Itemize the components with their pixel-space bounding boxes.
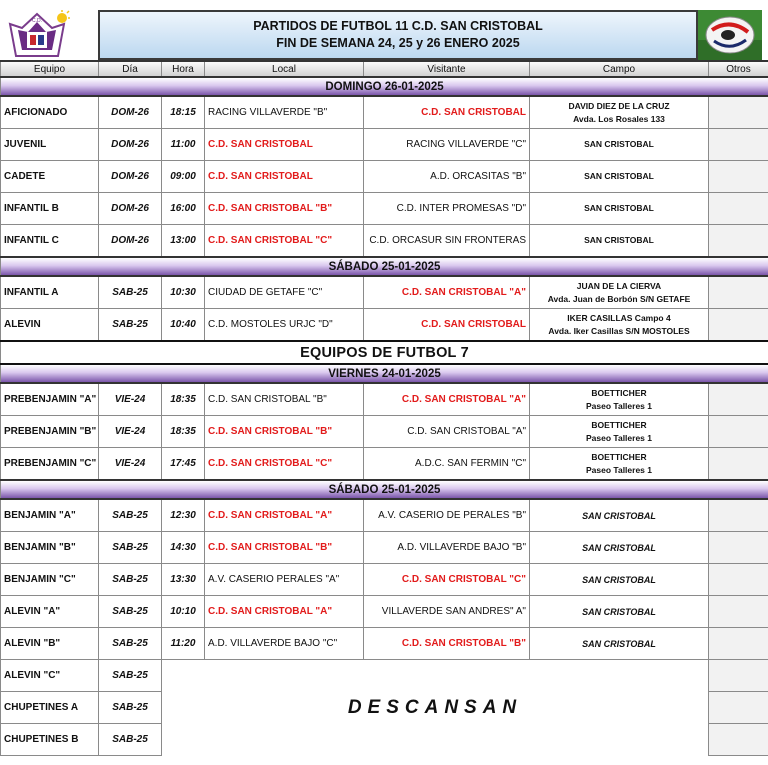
cell-otros: [709, 564, 768, 596]
cell-campo: SAN CRISTOBAL: [530, 161, 709, 193]
table-row: [1, 564, 768, 596]
cell-hora: 12:30: [162, 499, 205, 532]
cell-campo: [530, 309, 709, 342]
table-row: [1, 383, 768, 416]
cell-dia: SAB-25: [99, 499, 162, 532]
cell-equipo: ALEVIN: [1, 309, 99, 342]
title-line-2: FIN DE SEMANA 24, 25 y 26 ENERO 2025: [276, 36, 520, 50]
schedule-table: [0, 60, 768, 756]
cell-dia: SAB-25: [99, 596, 162, 628]
table-row: [1, 416, 768, 448]
col-header-hora: Hora: [162, 61, 205, 77]
title-line-1: PARTIDOS DE FUTBOL 11 C.D. SAN CRISTOBAL: [253, 19, 543, 33]
cell-otros: [709, 692, 768, 724]
cell-local: C.D. SAN CRISTOBAL: [205, 129, 364, 161]
cell-equipo: CHUPETINES B: [1, 724, 99, 756]
cell-visitante: C.D. SAN CRISTOBAL: [364, 96, 530, 129]
cell-hora: 14:30: [162, 532, 205, 564]
cell-hora: 18:35: [162, 416, 205, 448]
cell-otros: [709, 724, 768, 756]
cell-equipo: JUVENIL: [1, 129, 99, 161]
cell-dia: SAB-25: [99, 660, 162, 692]
cell-local: C.D. SAN CRISTOBAL "B": [205, 193, 364, 225]
cell-visitante: A.D.C. SAN FERMIN "C": [364, 448, 530, 481]
cell-campo: SAN CRISTOBAL: [530, 129, 709, 161]
table-row: [1, 499, 768, 532]
cell-equipo: ALEVIN "C": [1, 660, 99, 692]
cell-otros: [709, 225, 768, 258]
cell-visitante: A.D. VILLAVERDE BAJO "B": [364, 532, 530, 564]
campo-address: Paseo Talleres 1: [586, 400, 652, 411]
campo-address: Paseo Talleres 1: [586, 464, 652, 475]
cell-local: C.D. SAN CRISTOBAL "B": [205, 532, 364, 564]
section-title-futbol-7: EQUIPOS DE FUTBOL 7: [1, 341, 768, 364]
cell-dia: DOM-26: [99, 96, 162, 129]
col-header-otros: Otros: [709, 61, 768, 77]
campo-name: DAVID DIEZ DE LA CRUZ: [568, 100, 670, 111]
cell-equipo: INFANTIL C: [1, 225, 99, 258]
cell-dia: SAB-25: [99, 628, 162, 660]
table-row: [1, 161, 768, 193]
campo-name: BOETTICHER: [591, 419, 647, 430]
cell-hora: 18:15: [162, 96, 205, 129]
cell-visitante: C.D. INTER PROMESAS "D": [364, 193, 530, 225]
column-header-row: [1, 61, 768, 77]
campo-address: Avda. Los Rosales 133: [573, 113, 665, 124]
date-band: SÁBADO 25-01-2025: [1, 257, 768, 276]
campo-address: Avda. Iker Casillas S/N MOSTOLES: [548, 325, 690, 336]
cell-campo: SAN CRISTOBAL: [530, 193, 709, 225]
cell-otros: [709, 276, 768, 309]
cell-visitante: C.D. SAN CRISTOBAL "A": [364, 383, 530, 416]
col-header-equipo: Equipo: [1, 61, 99, 77]
table-row: [1, 532, 768, 564]
table-row: [1, 660, 768, 692]
cell-campo: SAN CRISTOBAL: [530, 225, 709, 258]
cell-local: C.D. SAN CRISTOBAL "A": [205, 596, 364, 628]
cell-equipo: ALEVIN "A": [1, 596, 99, 628]
cell-equipo: BENJAMIN "B": [1, 532, 99, 564]
cell-campo: SAN CRISTOBAL: [530, 596, 709, 628]
cell-campo: SAN CRISTOBAL: [530, 499, 709, 532]
col-header-campo: Campo: [530, 61, 709, 77]
cell-local: CIUDAD DE GETAFE "C": [205, 276, 364, 309]
date-band: SÁBADO 25-01-2025: [1, 480, 768, 499]
cell-hora: 10:40: [162, 309, 205, 342]
campo-name: BOETTICHER: [591, 451, 647, 462]
cell-otros: [709, 596, 768, 628]
cell-otros: [709, 193, 768, 225]
cell-local: C.D. SAN CRISTOBAL: [205, 161, 364, 193]
cell-equipo: INFANTIL A: [1, 276, 99, 309]
cell-hora: 13:00: [162, 225, 205, 258]
cell-hora: 16:00: [162, 193, 205, 225]
cell-dia: SAB-25: [99, 724, 162, 756]
cell-campo: [530, 416, 709, 448]
cell-equipo: PREBENJAMIN "C": [1, 448, 99, 481]
cell-otros: [709, 532, 768, 564]
cell-local: C.D. MOSTOLES URJC "D": [205, 309, 364, 342]
date-band: DOMINGO 26-01-2025: [1, 77, 768, 96]
cell-otros: [709, 448, 768, 481]
cell-local: C.D. SAN CRISTOBAL "B": [205, 383, 364, 416]
cell-equipo: CADETE: [1, 161, 99, 193]
cell-equipo: PREBENJAMIN "A": [1, 383, 99, 416]
cell-hora: 11:20: [162, 628, 205, 660]
cell-hora: 10:10: [162, 596, 205, 628]
col-header-dia: Día: [99, 61, 162, 77]
table-row: [1, 193, 768, 225]
cell-otros: [709, 660, 768, 692]
cell-campo: [530, 448, 709, 481]
cell-otros: [709, 416, 768, 448]
cell-otros: [709, 383, 768, 416]
cell-local: C.D. SAN CRISTOBAL "C": [205, 225, 364, 258]
cell-visitante: C.D. SAN CRISTOBAL "B": [364, 628, 530, 660]
date-band: VIERNES 24-01-2025: [1, 364, 768, 383]
cell-dia: DOM-26: [99, 193, 162, 225]
cell-local: C.D. SAN CRISTOBAL "A": [205, 499, 364, 532]
cell-visitante: RACING VILLAVERDE "C": [364, 129, 530, 161]
cell-visitante: C.D. SAN CRISTOBAL "A": [364, 276, 530, 309]
cell-otros: [709, 309, 768, 342]
cell-dia: VIE-24: [99, 448, 162, 481]
cell-campo: [530, 383, 709, 416]
descansan-label: DESCANSAN: [347, 696, 523, 718]
cell-local: A.V. CASERIO PERALES "A": [205, 564, 364, 596]
logo-text: C.D.: [32, 18, 42, 24]
cell-visitante: C.D. ORCASUR SIN FRONTERAS: [364, 225, 530, 258]
table-row: [1, 309, 768, 342]
campo-name: BOETTICHER: [591, 387, 647, 398]
table-row: [1, 596, 768, 628]
cell-dia: VIE-24: [99, 416, 162, 448]
cell-hora: 17:45: [162, 448, 205, 481]
table-row: [1, 628, 768, 660]
col-header-local: Local: [205, 61, 364, 77]
cell-otros: [709, 129, 768, 161]
cell-otros: [709, 161, 768, 193]
cell-equipo: ALEVIN "B": [1, 628, 99, 660]
cell-dia: SAB-25: [99, 564, 162, 596]
cell-dia: SAB-25: [99, 532, 162, 564]
cell-hora: 10:30: [162, 276, 205, 309]
soccer-ball-image: [698, 10, 762, 60]
table-row: [1, 129, 768, 161]
cell-visitante: A.V. CASERIO DE PERALES "B": [364, 499, 530, 532]
cell-otros: [709, 96, 768, 129]
table-row: [1, 225, 768, 258]
cell-visitante: VILLAVERDE SAN ANDRES" A": [364, 596, 530, 628]
cell-otros: [709, 628, 768, 660]
cell-equipo: AFICIONADO: [1, 96, 99, 129]
campo-address: Avda. Juan de Borbón S/N GETAFE: [547, 293, 691, 304]
cell-equipo: INFANTIL B: [1, 193, 99, 225]
campo-name: IKER CASILLAS Campo 4: [567, 312, 671, 323]
cell-hora: 11:00: [162, 129, 205, 161]
cell-local: C.D. SAN CRISTOBAL "B": [205, 416, 364, 448]
cell-dia: SAB-25: [99, 276, 162, 309]
cell-visitante: A.D. ORCASITAS "B": [364, 161, 530, 193]
cell-dia: SAB-25: [99, 309, 162, 342]
cell-local: RACING VILLAVERDE "B": [205, 96, 364, 129]
campo-name: JUAN DE LA CIERVA: [576, 280, 662, 291]
cell-local: A.D. VILLAVERDE BAJO "C": [205, 628, 364, 660]
cell-campo: SAN CRISTOBAL: [530, 564, 709, 596]
col-header-visitante: Visitante: [364, 61, 530, 77]
cell-otros: [709, 499, 768, 532]
cell-dia: DOM-26: [99, 225, 162, 258]
cell-equipo: BENJAMIN "C": [1, 564, 99, 596]
cell-dia: VIE-24: [99, 383, 162, 416]
table-row: [1, 96, 768, 129]
cell-equipo: CHUPETINES A: [1, 692, 99, 724]
cell-equipo: BENJAMIN "A": [1, 499, 99, 532]
table-row: [1, 276, 768, 309]
cell-visitante: C.D. SAN CRISTOBAL: [364, 309, 530, 342]
cell-equipo: PREBENJAMIN "B": [1, 416, 99, 448]
club-logo: [2, 10, 72, 60]
cell-hora: 18:35: [162, 383, 205, 416]
cell-hora: 09:00: [162, 161, 205, 193]
cell-campo: [530, 276, 709, 309]
cell-visitante: C.D. SAN CRISTOBAL "C": [364, 564, 530, 596]
cell-dia: DOM-26: [99, 129, 162, 161]
campo-address: Paseo Talleres 1: [586, 432, 652, 443]
cell-campo: [530, 96, 709, 129]
cell-campo: SAN CRISTOBAL: [530, 532, 709, 564]
cell-campo: SAN CRISTOBAL: [530, 628, 709, 660]
cell-local: C.D. SAN CRISTOBAL "C": [205, 448, 364, 481]
title-box: [98, 10, 698, 60]
cell-dia: DOM-26: [99, 161, 162, 193]
table-row: [1, 448, 768, 481]
cell-dia: SAB-25: [99, 692, 162, 724]
cell-hora: 13:30: [162, 564, 205, 596]
cell-visitante: C.D. SAN CRISTOBAL "A": [364, 416, 530, 448]
